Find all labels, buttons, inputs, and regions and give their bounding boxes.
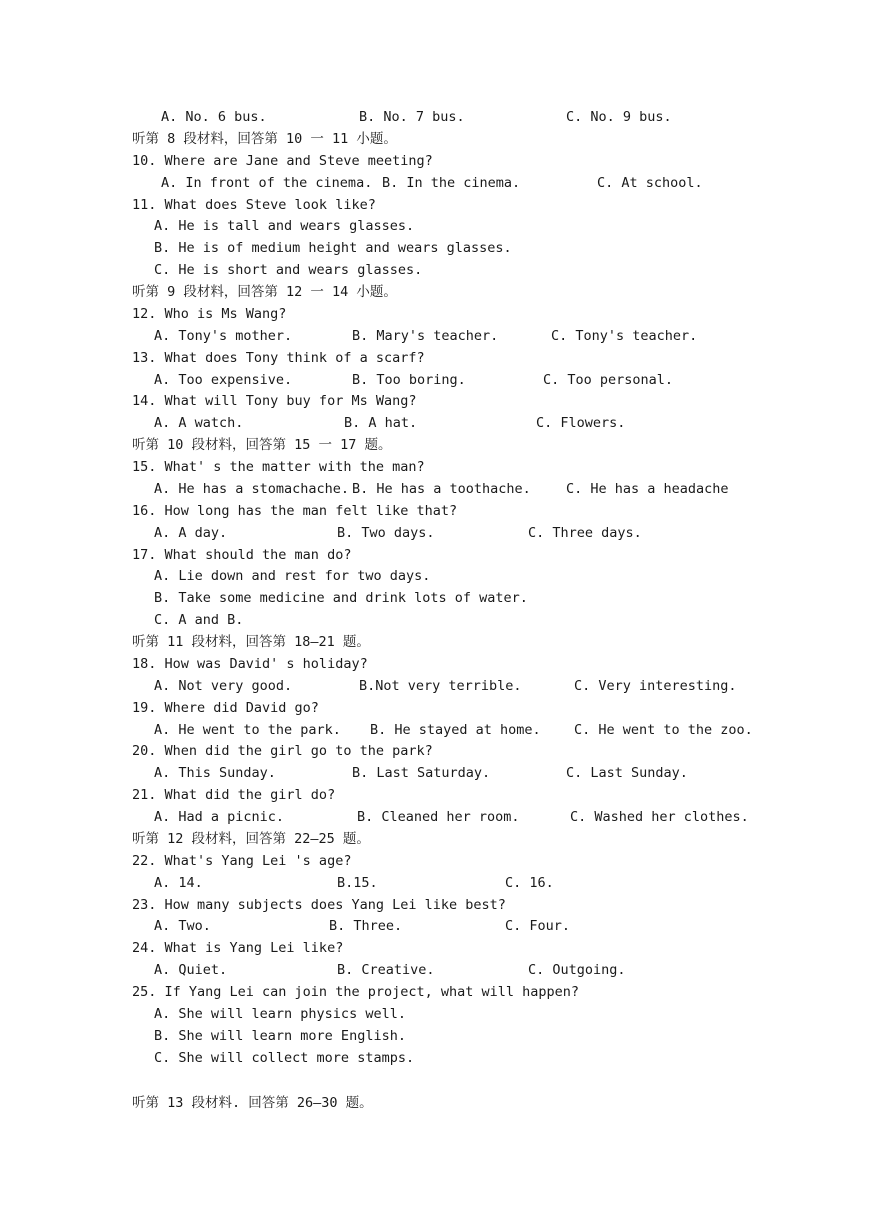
question-23: 23. How many subjects does Yang Lei like best?: [132, 897, 506, 913]
option-c: C. Outgoing.: [528, 962, 626, 978]
option-a: A. Lie down and rest for two days.: [154, 568, 431, 584]
option-b: B. He is of medium height and wears glasses.: [154, 240, 512, 256]
question-15: 15. What' s the matter with the man?: [132, 459, 425, 475]
option-a: A. Tony's mother.: [154, 328, 293, 344]
option-a: A. He went to the park.: [154, 722, 341, 738]
option-a: A. A day.: [154, 525, 228, 541]
option-c: C. Tony's teacher.: [551, 328, 698, 344]
option-b: B. Creative.: [337, 962, 435, 978]
option-c: C. No. 9 bus.: [566, 109, 672, 125]
question-22: 22. What's Yang Lei 's age?: [132, 853, 352, 869]
option-b: B. In the cinema.: [382, 175, 521, 191]
option-c: C. Three days.: [528, 525, 642, 541]
option-c: C. He is short and wears glasses.: [154, 262, 423, 278]
option-c: C. Very interesting.: [574, 678, 737, 694]
option-b: B. Take some medicine and drink lots of water.: [154, 590, 528, 606]
option-c: C. He has a headache: [566, 481, 729, 497]
option-a: A. Quiet.: [154, 962, 228, 978]
question-17: 17. What should the man do?: [132, 547, 352, 563]
question-25: 25. If Yang Lei can join the project, what will happen?: [132, 984, 580, 1000]
question-21: 21. What did the girl do?: [132, 787, 336, 803]
option-b: B. He stayed at home.: [370, 722, 541, 738]
option-a: A. He has a stomachache.: [154, 481, 350, 497]
question-19: 19. Where did David go?: [132, 700, 319, 716]
question-11: 11. What does Steve look like?: [132, 197, 376, 213]
option-a: A. Had a picnic.: [154, 809, 285, 825]
question-24: 24. What is Yang Lei like?: [132, 940, 344, 956]
option-c: C. Washed her clothes.: [570, 809, 749, 825]
option-a: A. He is tall and wears glasses.: [154, 218, 415, 234]
option-b: B. Two days.: [337, 525, 435, 541]
option-b: B. She will learn more English.: [154, 1028, 406, 1044]
option-b: B. Last Saturday.: [352, 765, 491, 781]
question-12: 12. Who is Ms Wang?: [132, 306, 287, 322]
section-heading: 听第 11 段材料，回答第 18—21 题。: [132, 634, 370, 650]
question-18: 18. How was David' s holiday?: [132, 656, 368, 672]
section-heading: 听第 9 段材料，回答第 12 一 14 小题。: [132, 284, 397, 300]
option-a: A. No. 6 bus.: [161, 109, 267, 125]
option-b: B.15.: [337, 875, 378, 891]
section-heading: 听第 10 段材料，回答第 15 一 17 题。: [132, 437, 392, 453]
section-heading: 听第 8 段材料，回答第 10 一 11 小题。: [132, 131, 397, 147]
option-b: B.Not very terrible.: [359, 678, 522, 694]
option-c: C. 16.: [505, 875, 554, 891]
section-heading: 听第 13 段材料. 回答第 26—30 题。: [132, 1095, 373, 1111]
option-a: A. 14.: [154, 875, 203, 891]
option-a: A. This Sunday.: [154, 765, 276, 781]
option-a: A. Two.: [154, 918, 211, 934]
question-16: 16. How long has the man felt like that?: [132, 503, 458, 519]
question-13: 13. What does Tony think of a scarf?: [132, 350, 425, 366]
option-c: C. A and B.: [154, 612, 244, 628]
option-a: A. In front of the cinema.: [161, 175, 373, 191]
section-heading: 听第 12 段材料，回答第 22—25 题。: [132, 831, 370, 847]
option-a: A. Not very good.: [154, 678, 293, 694]
option-c: C. She will collect more stamps.: [154, 1050, 415, 1066]
question-10: 10. Where are Jane and Steve meeting?: [132, 153, 433, 169]
option-c: C. At school.: [597, 175, 703, 191]
question-14: 14. What will Tony buy for Ms Wang?: [132, 393, 417, 409]
option-b: B. No. 7 bus.: [359, 109, 465, 125]
option-c: C. Four.: [505, 918, 571, 934]
option-b: B. He has a toothache.: [352, 481, 531, 497]
option-c: C. Flowers.: [536, 415, 626, 431]
option-b: B. Too boring.: [352, 372, 466, 388]
option-c: C. Too personal.: [543, 372, 674, 388]
option-c: C. Last Sunday.: [566, 765, 688, 781]
option-a: A. A watch.: [154, 415, 244, 431]
question-20: 20. When did the girl go to the park?: [132, 743, 433, 759]
option-b: B. A hat.: [344, 415, 418, 431]
option-a: A. She will learn physics well.: [154, 1006, 406, 1022]
option-c: C. He went to the zoo.: [574, 722, 753, 738]
option-b: B. Cleaned her room.: [357, 809, 520, 825]
option-a: A. Too expensive.: [154, 372, 293, 388]
option-b: B. Mary's teacher.: [352, 328, 499, 344]
option-b: B. Three.: [329, 918, 403, 934]
